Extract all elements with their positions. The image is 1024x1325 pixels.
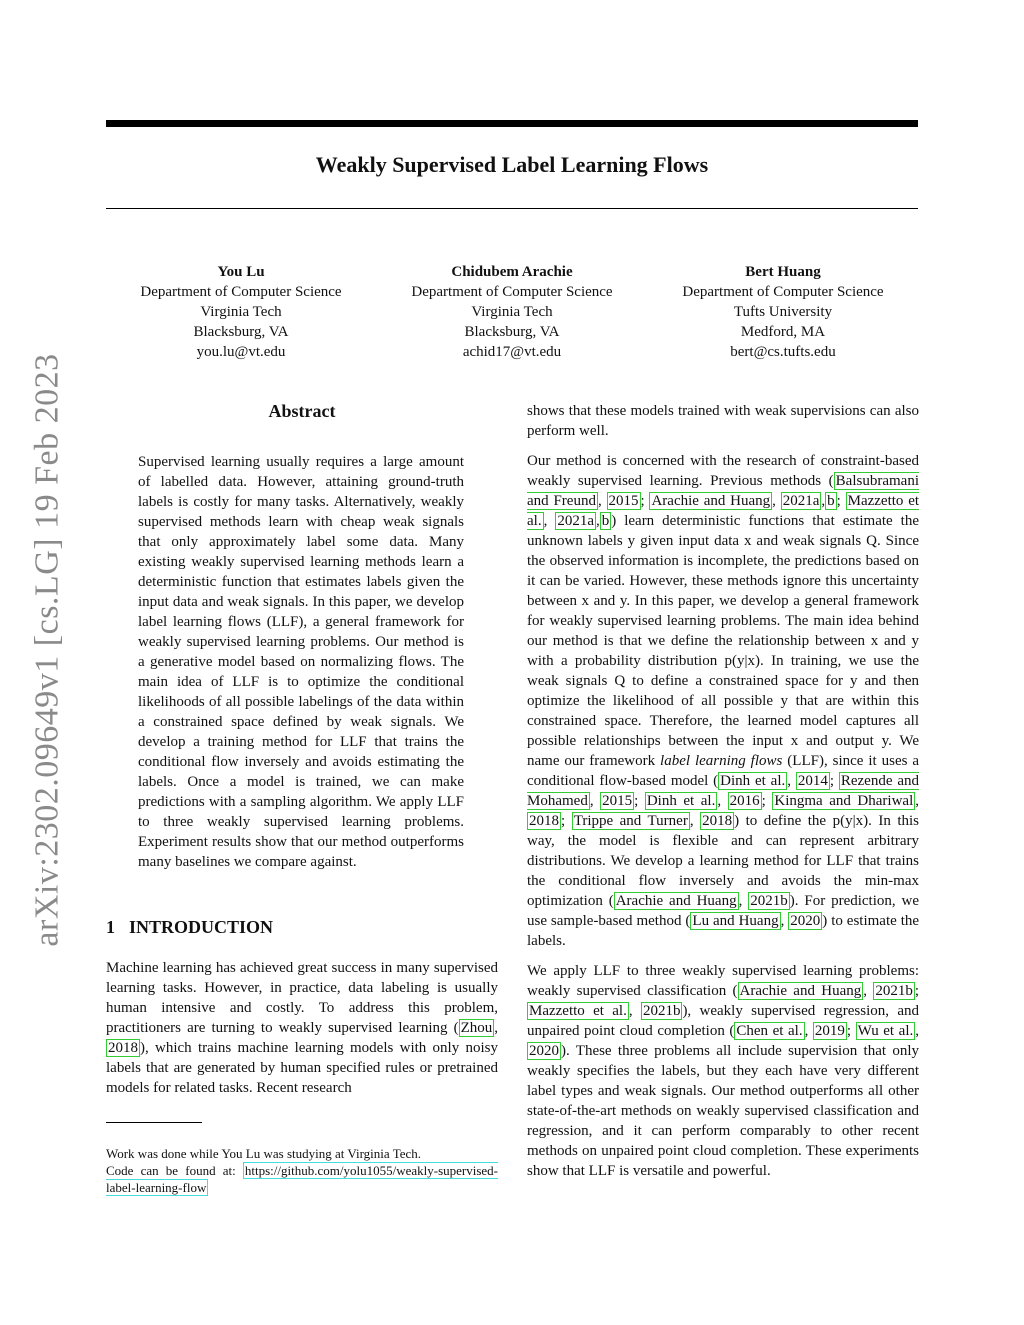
citation-link[interactable]: Lu and Huang <box>692 913 779 929</box>
citation-link[interactable]: 2016 <box>729 793 760 809</box>
text-run: Our method is concerned with the research of constraint-based weakly supervised learning. Previous methods ( <box>527 453 919 489</box>
right-paragraph-0: shows that these models trained with weak supervisions can also perform well. <box>527 403 919 439</box>
author-name: You Lu <box>217 264 265 280</box>
citation-link[interactable]: 2014 <box>797 773 828 789</box>
code-url-link[interactable]: https://github.com/yolu1055/weakly-supervised-label-learning-flow <box>106 1163 498 1195</box>
author-2 <box>377 262 647 362</box>
citation-link[interactable]: b <box>601 513 610 529</box>
citation-link[interactable]: 2021b <box>875 983 913 999</box>
text-run: , <box>738 893 749 909</box>
citation-link[interactable]: 2018 <box>529 813 559 829</box>
abstract-heading: Abstract <box>268 401 336 421</box>
text-run: , <box>595 513 600 529</box>
text-run: , <box>589 793 601 809</box>
author-email: you.lu@vt.edu <box>196 344 286 360</box>
text-run: We apply LLF to three weakly supervised learning problems: weakly supervised classification ( <box>527 963 919 999</box>
author-department: Department of Computer Science <box>682 284 884 300</box>
author-name: Bert Huang <box>745 264 821 280</box>
arxiv-stamp-text: arXiv:2302.09649v1 [cs.LG] 19 Feb 2023 <box>29 353 66 947</box>
author-institution: Virginia Tech <box>200 304 282 320</box>
citation-link[interactable]: 2018 <box>702 813 733 829</box>
citation-link[interactable]: 2020 <box>529 1043 559 1059</box>
text-run: , <box>915 793 919 809</box>
citation-link[interactable]: Arachie and Huang <box>739 983 862 999</box>
author-email: bert@cs.tufts.edu <box>730 344 836 360</box>
text-run: , <box>772 493 781 509</box>
text-run: , <box>804 1023 813 1039</box>
author-institution: Tufts University <box>733 304 833 320</box>
text-run: ; <box>761 793 773 809</box>
text-run: ). For prediction, we use sample-based method ( <box>527 893 920 929</box>
intro-paragraph <box>106 958 498 1098</box>
text-run: , <box>543 513 556 529</box>
citation-link[interactable]: Dinh et al. <box>646 793 716 809</box>
text-run: ; <box>640 493 650 509</box>
citation-link[interactable]: Arachie and Huang <box>651 493 771 509</box>
text-run: , <box>717 793 728 809</box>
text-run: , <box>689 813 701 829</box>
right-column <box>527 401 919 1181</box>
author-department: Department of Computer Science <box>411 284 613 300</box>
citation-link[interactable]: b <box>827 493 835 509</box>
right-paragraph-2 <box>527 961 919 1181</box>
citation-link[interactable]: 2015 <box>608 493 639 509</box>
text-run: ; <box>846 1023 856 1039</box>
text-run: , <box>494 1020 498 1036</box>
footnote <box>106 1145 498 1196</box>
abstract-body: Supervised learning usually requires a large amount of labelled data. However, attaining ground-truth labels is costly for many tasks. Alternatively, weakly supervised methods learn with cheap weak signals that only approximately label some data. Many existing weakly supervised learning methods learn a deterministic function that estimates labels given the input data and weak signals. In this paper, we develop label learning flows (LLF), a general framework for weakly supervised learning problems. Our method is a generative model based on normalizing flows. The main idea of LLF is to optimize the conditional likelihoods of all possible labelings of the data within a constrained space defined by weak signals. We develop a training method for LLF that trains the conditional flow inversely and avoids estimating the labels. Once a model is trained, we can make predictions with a sampling algorithm. We apply LLF to three weakly supervised learning problems. Experiment results show that our method outperforms many baselines we compare against. <box>138 454 464 870</box>
citation-link[interactable]: Dinh et al. <box>720 773 786 789</box>
text-run: ). These three problems all include supervision that only weakly specifies the labels, but they each have very different label types and weak signals. Our method outperforms all other state-of-the-art methods on weakly supervised classification and regression, and it can perform comparably to other recent methods on unpaired point cloud completion. These experiments show that LLF is versatile and powerful. <box>527 1043 919 1179</box>
citation-link[interactable]: Mazzetto et al. <box>529 1003 627 1019</box>
author-city: Medford, MA <box>740 324 826 340</box>
text-run: , <box>821 493 826 509</box>
footnote-code-prefix: Code can be found at: <box>106 1163 243 1178</box>
author-block <box>106 262 918 362</box>
citation-link[interactable]: Mazzetto et al. <box>527 493 920 529</box>
citation-link[interactable]: 2019 <box>814 1023 845 1039</box>
text-run: (LLF), since it uses a conditional flow-based model ( <box>527 753 920 789</box>
text-run: , <box>780 913 789 929</box>
citation-link[interactable]: Wu et al. <box>857 1023 914 1039</box>
text-run: , <box>787 773 796 789</box>
citation-link[interactable]: Arachie and Huang <box>615 893 737 909</box>
text-run: Machine learning has achieved great success in many supervised learning tasks. However, in practice, data labeling is usually human intensive and costly. To address this problem, practitioners are turning to weakly supervised learning ( <box>106 960 498 1036</box>
citation-link[interactable]: Kingma and Dhariwal <box>774 793 914 809</box>
footnote-line: Work was done while You Lu was studying at Virginia Tech. <box>106 1146 422 1161</box>
title-rule-top <box>106 120 918 127</box>
text-run: ; <box>914 983 919 999</box>
citation-link[interactable]: 2021b <box>750 893 788 909</box>
citation-link[interactable]: 2018 <box>108 1040 138 1056</box>
author-city: Blacksburg, VA <box>193 324 289 340</box>
citation-link[interactable]: Rezende and Mohamed <box>527 773 919 809</box>
author-city: Blacksburg, VA <box>464 324 560 340</box>
text-run: , <box>597 493 607 509</box>
text-run: ), which trains machine learning models with only noisy labels that are generated by human specified rules or pretrained models for related tasks. Recent research <box>106 1040 498 1096</box>
section-heading-introduction <box>106 916 498 938</box>
text-run: ; <box>836 493 846 509</box>
text-run: ) learn deterministic functions that estimate the unknown labels y given input data x and weak signals Q. Since the observed information is incomplete, the predictions based on it can be varied. However, these methods ignore this uncertainty between x and y. In this paper, we develop a general framework for weakly supervised learning problems. The main idea behind our method is that we define the relationship between x and y with a probability distribution p(y|x). In training, we use the weak signals Q to define a constrained space for y and then optimize the likelihood of all possible y that are within this constrained space. Therefore, the learned model captures all possible relationships between the input x and output y. We name our framework <box>527 513 919 769</box>
right-paragraph-1 <box>527 451 919 951</box>
citation-link[interactable]: 2021a <box>782 493 820 509</box>
citation-link[interactable]: 2021a <box>557 513 594 529</box>
text-run: ; <box>634 793 645 809</box>
citation-link[interactable]: 2020 <box>790 913 821 929</box>
citation-link[interactable]: Trippe and Turner <box>573 813 688 829</box>
text-run: , <box>628 1003 641 1019</box>
citation-link[interactable]: 2021b <box>642 1003 681 1019</box>
author-1 <box>106 262 376 362</box>
title-rule-bottom <box>106 208 918 209</box>
citation-link[interactable]: Chen et al. <box>736 1023 803 1039</box>
left-column <box>106 400 498 1196</box>
citation-link[interactable]: Balsubramani and Freund <box>527 473 919 509</box>
text-run: ), weakly supervised regression, and unpaired point cloud completion ( <box>527 1003 919 1039</box>
footnote-rule <box>106 1122 202 1123</box>
paper-title: Weakly Supervised Label Learning Flows <box>315 152 709 177</box>
text-run: , <box>863 983 874 999</box>
text-run: ) to define the p(y|x). In this way, the model is flexible and can represent arbitrary distributions. We develop a learning method for LLF that trains the conditional flow inversely and avoids the min-max optimization ( <box>527 813 919 909</box>
author-3 <box>648 262 918 362</box>
citation-link[interactable]: Zhou <box>460 1020 493 1036</box>
arxiv-stamp <box>18 355 78 945</box>
text-run: ) to estimate the labels. <box>527 913 920 949</box>
footnote-code-line <box>106 1162 498 1196</box>
author-email: achid17@vt.edu <box>462 344 562 360</box>
author-institution: Virginia Tech <box>471 304 553 320</box>
section-number: 1 <box>106 917 115 937</box>
citation-link[interactable]: 2015 <box>602 793 633 809</box>
author-department: Department of Computer Science <box>140 284 342 300</box>
text-run: , <box>915 1023 919 1039</box>
author-name: Chidubem Arachie <box>451 264 573 280</box>
section-title: INTRODUCTION <box>129 917 274 937</box>
text-run: ; <box>561 813 572 829</box>
text-run: ; <box>829 773 839 789</box>
emphasis-text: label learning flows <box>660 753 783 769</box>
